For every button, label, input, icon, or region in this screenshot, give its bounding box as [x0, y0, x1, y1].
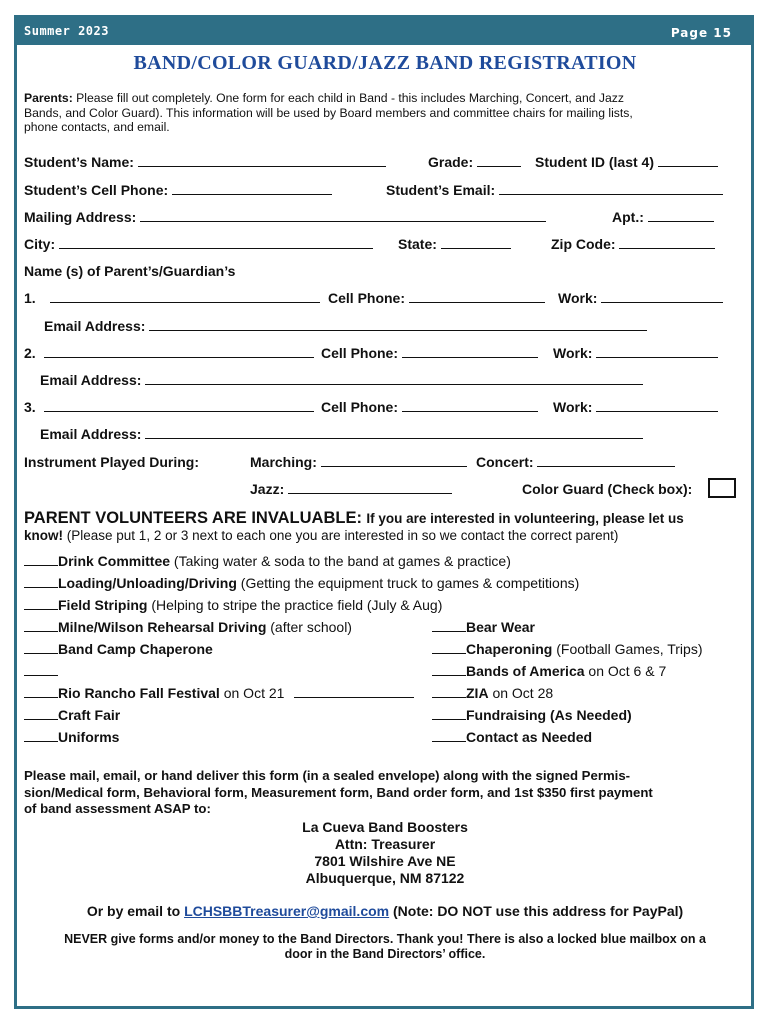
student-cell-label: Student’s Cell Phone:: [24, 182, 169, 198]
volunteer-craft: [24, 707, 120, 723]
zip-label: Zip Code:: [551, 236, 616, 252]
volunteer-contact: [432, 729, 592, 745]
boa-note: on Oct 6 & 7: [584, 663, 667, 679]
intro-label: Parents:: [24, 91, 73, 105]
empty-blank[interactable]: [24, 663, 58, 676]
city-field[interactable]: [59, 236, 373, 249]
marching-label: Marching:: [250, 454, 317, 470]
rio-extra-line[interactable]: [294, 685, 414, 698]
zip-field[interactable]: [619, 236, 715, 249]
contact-label: Contact as Needed: [466, 729, 593, 745]
volunteer-uniforms: [24, 729, 119, 745]
volunteer-camp: [24, 641, 213, 657]
camp-blank[interactable]: [24, 641, 58, 654]
student-email-field[interactable]: [499, 182, 723, 195]
fund-label: Fundraising (As Needed): [466, 707, 632, 723]
chap-note: (Football Games, Trips): [552, 641, 703, 657]
parent1-email-row: [44, 318, 647, 334]
parent3-number: 3.: [24, 399, 36, 415]
concert-label: Concert:: [476, 454, 534, 470]
volunteer-milne: [24, 619, 352, 635]
parent2-email-row: [40, 372, 643, 388]
parent3-work-row: [553, 399, 718, 415]
milne-note: (after school): [266, 619, 352, 635]
marching-field[interactable]: [321, 454, 467, 467]
parent2-work-label: Work:: [553, 345, 593, 361]
page-title: BAND/COLOR GUARD/JAZZ BAND REGISTRATION: [133, 52, 637, 74]
parent2-email-label: Email Address:: [40, 372, 142, 388]
zia-label: ZIA: [466, 685, 489, 701]
uniforms-blank[interactable]: [24, 729, 58, 742]
color-guard-label: Color Guard (Check box):: [522, 481, 693, 497]
parent1-cell-field[interactable]: [409, 290, 545, 303]
header-bar: [14, 15, 754, 45]
parent1-cell-row: [328, 290, 545, 306]
parent3-cell-label: Cell Phone:: [321, 399, 399, 415]
parent3-cell-field[interactable]: [402, 399, 538, 412]
student-id-row: [535, 154, 718, 170]
parent2-work-field[interactable]: [596, 345, 718, 358]
student-name-row: [24, 154, 386, 170]
student-email-label: Student’s Email:: [386, 182, 496, 198]
chap-blank[interactable]: [432, 641, 466, 654]
craft-label: Craft Fair: [58, 707, 121, 723]
parent2-number: 2.: [24, 345, 36, 361]
parent1-email-label: Email Address:: [44, 318, 146, 334]
mailing-field[interactable]: [140, 209, 546, 222]
volunteers-instructions-text: (Please put 1, 2 or 3 next to each one you are interested in so we contact the correct parent): [66, 528, 619, 543]
apt-row: [612, 209, 714, 225]
drink-blank[interactable]: [24, 553, 58, 566]
mail-line1: Please mail, email, or hand deliver this form (in a sealed envelope) along with the signed Permis-: [24, 768, 631, 783]
never-line2: door in the Band Directors’ office.: [284, 947, 486, 961]
fund-blank[interactable]: [432, 707, 466, 720]
contact-blank[interactable]: [432, 729, 466, 742]
mailing-label: Mailing Address:: [24, 209, 137, 225]
volunteer-bear: [432, 619, 535, 635]
grade-label: Grade:: [428, 154, 474, 170]
marching-row: [250, 454, 467, 470]
parent2-email-field[interactable]: [145, 372, 643, 385]
parent3-email-label: Email Address:: [40, 426, 142, 442]
grade-row: [428, 154, 521, 170]
parent2-cell-row: [321, 345, 538, 361]
parent3-name-field[interactable]: [44, 399, 314, 412]
parent3-email-row: [40, 426, 643, 442]
rio-blank[interactable]: [24, 685, 58, 698]
parent1-work-field[interactable]: [601, 290, 723, 303]
city-label: City:: [24, 236, 56, 252]
email-row: [386, 182, 723, 198]
never-line1: NEVER give forms and/or money to the Band Directors. Thank you! There is also a locked blue mailbox on a: [64, 932, 706, 946]
volunteers-know: know!: [24, 528, 63, 543]
concert-row: [476, 454, 675, 470]
striping-note: (Helping to stripe the practice field (July & Aug): [147, 597, 443, 613]
parents-heading: Name (s) of Parent’s/Guardian’s: [24, 263, 236, 279]
email-instructions: [0, 903, 770, 919]
apt-label: Apt.:: [612, 209, 644, 225]
mail-instructions: [24, 768, 748, 818]
concert-field[interactable]: [537, 454, 675, 467]
apt-field[interactable]: [648, 209, 714, 222]
volunteer-rio: [24, 685, 414, 701]
cell-row: [24, 182, 332, 198]
parent2-work-row: [553, 345, 718, 361]
chap-label: Chaperoning: [466, 641, 553, 657]
student-id-field[interactable]: [658, 154, 718, 167]
camp-label: Band Camp Chaperone: [58, 641, 213, 657]
city-row: [24, 236, 373, 252]
address-line4: Albuquerque, NM 87122: [305, 870, 465, 886]
loading-note: (Getting the equipment truck to games & competitions): [236, 575, 580, 591]
parent1-work-label: Work:: [558, 290, 598, 306]
parent2-cell-field[interactable]: [402, 345, 538, 358]
volunteers-heading-row: [24, 509, 684, 528]
boa-blank[interactable]: [432, 663, 466, 676]
striping-label: Field Striping: [58, 597, 148, 613]
uniforms-label: Uniforms: [58, 729, 120, 745]
volunteers-instructions: [24, 528, 618, 543]
student-cell-field[interactable]: [172, 182, 332, 195]
parent1-work-row: [558, 290, 723, 306]
milne-blank[interactable]: [24, 619, 58, 632]
email-post: (Note: DO NOT use this address for PayPal): [393, 903, 684, 919]
zip-row: [551, 236, 715, 252]
parent3-email-field[interactable]: [145, 426, 643, 439]
parent3-cell-row: [321, 399, 538, 415]
parent3-work-field[interactable]: [596, 399, 718, 412]
striping-blank[interactable]: [24, 597, 58, 610]
email-pre: Or by email to: [86, 903, 181, 919]
intro-line2: Bands, and Color Guard). This information will be used by Board members and committee chairs for mailing lists,: [24, 105, 633, 120]
season-label: Summer 2023: [24, 24, 109, 38]
bear-label: Bear Wear: [466, 619, 536, 635]
parent2-row: [24, 345, 314, 361]
volunteer-loading: [24, 575, 579, 591]
intro-line3: phone contacts, and email.: [24, 120, 170, 134]
parent1-row: [24, 290, 320, 306]
address-line3: 7801 Wilshire Ave NE: [314, 853, 456, 869]
volunteer-zia: [432, 685, 553, 701]
rio-note: on Oct 21: [219, 685, 285, 701]
rio-label: Rio Rancho Fall Festival: [58, 685, 220, 701]
intro-line1: Please fill out completely. One form for each child in Band - this includes Marching, Concert, and Jazz: [76, 91, 624, 105]
drink-label: Drink Committee: [58, 553, 171, 569]
volunteer-drink: [24, 553, 511, 569]
parent1-number: 1.: [24, 290, 36, 306]
zia-note: on Oct 28: [488, 685, 554, 701]
never-notice: [24, 932, 746, 962]
state-row: [398, 236, 511, 252]
jazz-row: [250, 481, 452, 497]
parent1-name-field[interactable]: [50, 290, 320, 303]
drink-note: (Taking water & soda to the band at games & practice): [170, 553, 511, 569]
instrument-label: Instrument Played During:: [24, 454, 200, 470]
boa-label: Bands of America: [466, 663, 585, 679]
jazz-label: Jazz:: [250, 481, 285, 497]
student-name-label: Student’s Name:: [24, 154, 134, 170]
loading-label: Loading/Unloading/Driving: [58, 575, 237, 591]
jazz-field[interactable]: [288, 481, 452, 494]
address-line1: La Cueva Band Boosters: [302, 819, 468, 835]
parent1-email-field[interactable]: [149, 318, 647, 331]
volunteers-heading: PARENT VOLUNTEERS ARE INVALUABLE:: [24, 509, 362, 527]
student-id-label: Student ID (last 4): [535, 154, 655, 170]
color-guard-checkbox[interactable]: [708, 478, 736, 498]
volunteer-chaperoning: [432, 641, 703, 657]
parent2-cell-label: Cell Phone:: [321, 345, 399, 361]
bear-blank[interactable]: [432, 619, 466, 632]
mailing-row: [24, 209, 546, 225]
parent1-cell-label: Cell Phone:: [328, 290, 406, 306]
mail-line2: sion/Medical form, Behavioral form, Measurement form, Band order form, and 1st $350 first payment: [24, 784, 653, 800]
volunteer-striping: [24, 597, 442, 613]
intro-paragraph: [24, 91, 744, 135]
zia-blank[interactable]: [432, 685, 466, 698]
student-name-field[interactable]: [138, 154, 386, 167]
milne-label: Milne/Wilson Rehearsal Driving: [58, 619, 267, 635]
state-label: State:: [398, 236, 437, 252]
volunteer-empty: [24, 663, 58, 679]
mail-line3: of band assessment ASAP to:: [24, 801, 211, 816]
loading-blank[interactable]: [24, 575, 58, 588]
grade-field[interactable]: [477, 154, 521, 167]
page-number: Page 15: [670, 26, 732, 40]
volunteer-boa: [432, 663, 666, 679]
craft-blank[interactable]: [24, 707, 58, 720]
volunteers-heading-tail: If you are interested in volunteering, please let us: [366, 511, 684, 526]
volunteer-fundraising: [432, 707, 632, 723]
address-line2: Attn: Treasurer: [334, 836, 436, 852]
parent2-name-field[interactable]: [44, 345, 314, 358]
parent3-work-label: Work:: [553, 399, 593, 415]
state-field[interactable]: [441, 236, 511, 249]
parent3-row: [24, 399, 314, 415]
treasurer-email-link[interactable]: LCHSBBTreasurer@gmail.com: [184, 903, 390, 919]
